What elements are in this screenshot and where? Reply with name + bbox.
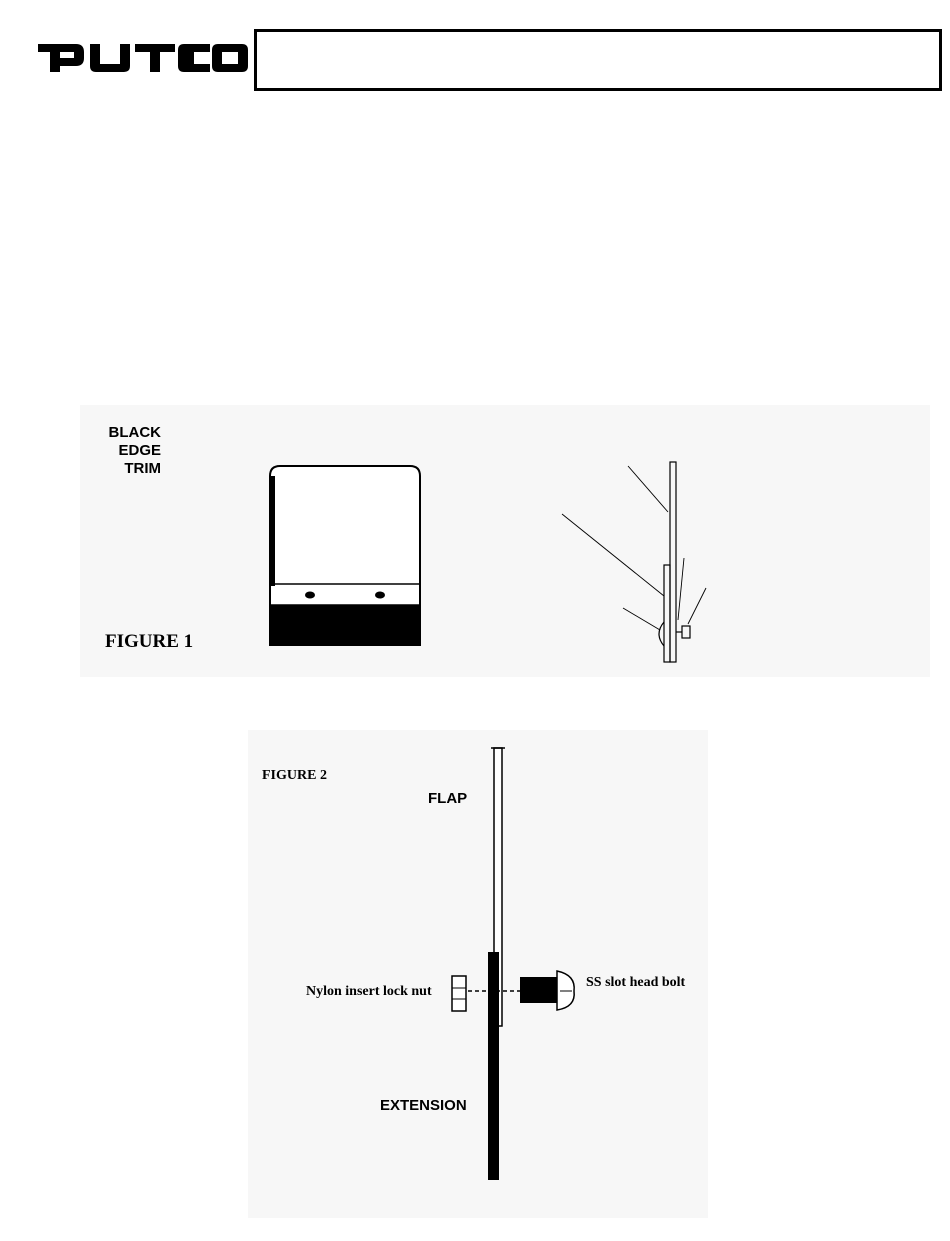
bolt-label: SS slot head bolt: [586, 975, 686, 990]
lock-nut-label: Nylon insert lock nut: [306, 984, 432, 999]
mud-flap-front-view: [270, 466, 420, 645]
flap-label: FLAP: [428, 790, 468, 807]
figure-1-title: FIGURE 1: [105, 631, 194, 652]
extension-plate: [488, 952, 499, 1180]
bolt-hole-right: [375, 592, 385, 599]
flap-extension-assembly: [452, 748, 574, 1180]
lock-nut-icon: [452, 976, 466, 1011]
black-edge-trim-label: BLACK EDGE TRIM: [108, 424, 161, 477]
edge-trim-strip: [270, 476, 275, 586]
bolt-icon: [520, 977, 557, 1003]
bolt-hole-left: [305, 592, 315, 599]
extension-label: EXTENSION: [380, 1097, 467, 1114]
mud-flap-side-view: [562, 462, 706, 662]
figure-2-title: FIGURE 2: [262, 768, 327, 783]
extension-block: [270, 605, 420, 645]
